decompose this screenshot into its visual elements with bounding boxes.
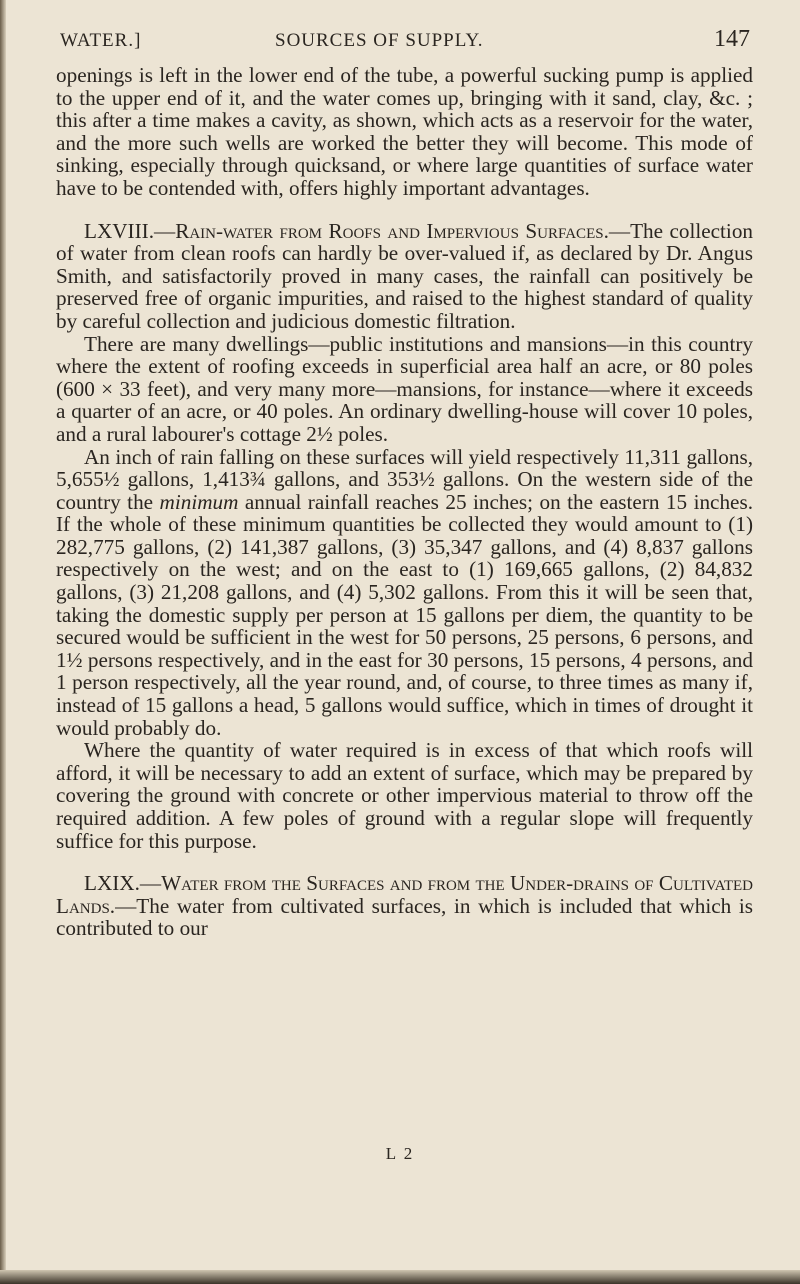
running-header xyxy=(60,18,750,54)
section-68 xyxy=(56,220,753,333)
rain-yield-italic: minimum xyxy=(159,489,239,514)
rain-yield-text-b: annual rainfall reaches 25 inches; on the eastern 15 inches. If the whole of these minimum quantities be collected they would amount to (1) 282,775 gallons, (2) 141,387 gallons, (3) 35,347 gallons, and (4) 8,837 gallons respectively on the west; and on the east to (1) 169,665 gallons, (2) 84,832 gallons, (3) 21,208 gallons, and (4) 5,302 gallons. From this it will be seen that, taking the domestic supply per person at 15 gallons per diem, the quantity to be secured would be sufficient in the west for 50 persons, 25 persons, 6 persons, and 1½ persons respectively, and in the east for 30 persons, 15 persons, 4 persons, and 1 person respectively, all the year round, and, of course, to three times as many if, instead of 15 gallons a head, 5 gallons would suffice, which in times of drought it would probably do. xyxy=(56,489,754,740)
section-69 xyxy=(56,872,753,940)
paragraph-impervious-surface: Where the quantity of water required is in excess of that which roofs will afford, it will be necessary to add an extent of surface, which may be prepared by covering the ground with concrete or other impervious material to throw off the required addition. A few poles of ground with a regular slope will frequently suffice for this purpose. xyxy=(56,738,753,853)
section-68-heading: LXVIII.—Rain-water from Roofs and Impervious Surfaces. xyxy=(84,218,609,243)
section-69-text: —The water from cultivated surfaces, in which is included that which is contributed to our xyxy=(56,893,753,941)
page-bottom-edge xyxy=(0,1270,800,1284)
signature-mark: L 2 xyxy=(385,1144,415,1163)
paragraph-rain-yield xyxy=(56,446,753,740)
page-left-edge xyxy=(0,0,6,1284)
paragraph-roof-extent: There are many dwellings—public institutions and mansions—in this country where the extent of roofing exceeds in superficial area half an acre, or 80 poles (600 × 33 feet), and very many more—mansions, for instance—where it exceeds a quarter of an acre, or 40 poles. An ordinary dwelling-house will cover 10 poles, and a rural labourer's cottage 2½ poles. xyxy=(56,331,753,446)
page-number: 147 xyxy=(714,26,750,52)
running-head-title: SOURCES OF SUPPLY. xyxy=(275,30,484,51)
rain-yield-text-a: An inch of rain falling on these surfaces will yield respectively 11,311 gallons, 5,655½ gallons, 1,413¾ gallons, and 353½ gallons. On the western side of the country the xyxy=(56,444,753,514)
running-head-left: WATER.] xyxy=(60,30,142,51)
section-69-heading: LXIX.—Water from the Surfaces and from the Under-drains of Cultivated Lands. xyxy=(56,871,753,918)
body-text xyxy=(56,64,753,940)
section-68-text: —The collection of water from clean roofs can hardly be over-valued if, as declared by Dr. Angus Smith, and satisfactorily proved in many cases, the rainfall can positively be preserved free of organic impurities, and raised to the highest standard of quality by careful collection and judicious domestic filtration. xyxy=(56,218,754,333)
paragraph-continuation: openings is left in the lower end of the tube, a powerful sucking pump is applied to the upper end of it, and the water comes up, bringing with it sand, clay, &c. ; this after a time makes a cavity, as shown, which acts as a reservoir for the water, and the more such wells are worked the better they will become. This mode of sinking, especially through quicksand, or where large quantities of surface water have to be contended with, offers highly important advantages. xyxy=(56,63,753,200)
